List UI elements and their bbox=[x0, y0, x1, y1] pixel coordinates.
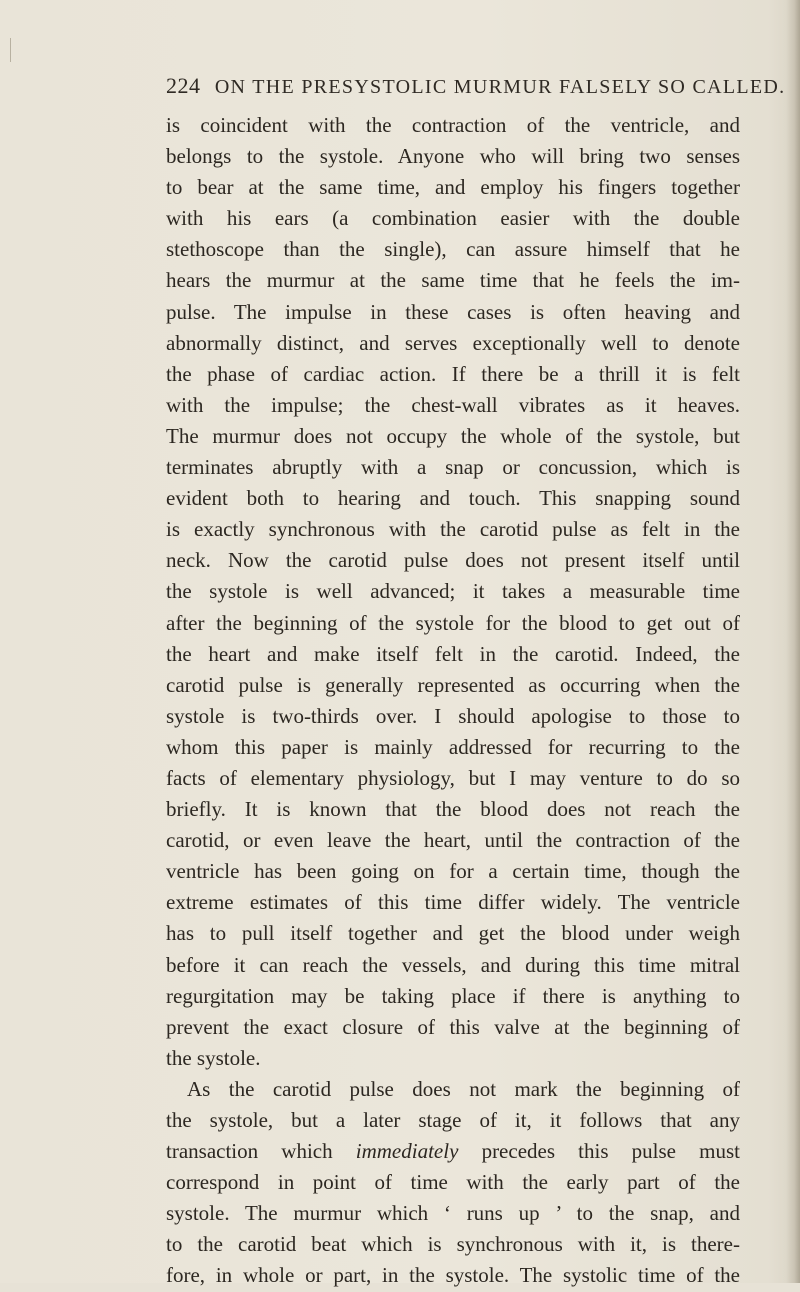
text-line: briefly. It is known that the blood does not reach the bbox=[166, 797, 740, 822]
text-line: the systole is well advanced; it takes a measurable time bbox=[166, 579, 740, 604]
line-segment: precedes this pulse must bbox=[481, 1139, 740, 1164]
text-line: after the beginning of the systole for the blood to get out of bbox=[166, 610, 740, 635]
text-line: before it can reach the vessels, and during this time mitral bbox=[166, 952, 740, 977]
text-line: evident both to hearing and touch. This snapping sound bbox=[166, 486, 740, 511]
text-line: with his ears (a combination easier with the double bbox=[166, 206, 740, 231]
text-line: systole is two-thirds over. I should apologise to those to bbox=[166, 703, 740, 728]
text-line: whom this paper is mainly addressed for recurring to the bbox=[166, 734, 740, 759]
text-line: pulse. The impulse in these cases is often heaving and bbox=[166, 299, 740, 324]
text-line: terminates abruptly with a snap or concussion, which is bbox=[166, 455, 740, 480]
emphasis-immediately: immediately bbox=[355, 1139, 459, 1164]
page-number: 224 bbox=[166, 73, 201, 98]
text-line: is exactly synchronous with the carotid pulse as felt in the bbox=[166, 517, 740, 542]
paragraph-2-line: correspond in point of time with the early part of the bbox=[166, 1170, 740, 1195]
paragraph-2-line: systole. The murmur which ‘ runs up ’ to the snap, and bbox=[166, 1201, 740, 1226]
text-line: stethoscope than the single), can assure himself that he bbox=[166, 237, 740, 262]
body-text bbox=[166, 110, 740, 1292]
text-line: is coincident with the contraction of the ventricle, and bbox=[166, 113, 740, 137]
paragraph-2-line: to the carotid beat which is synchronous with it, is there- bbox=[166, 1232, 740, 1257]
text-line: neck. Now the carotid pulse does not present itself until bbox=[166, 548, 740, 573]
text-line: The murmur does not occupy the whole of the systole, but bbox=[166, 423, 740, 448]
text-line: carotid, or even leave the heart, until the contraction of the bbox=[166, 828, 740, 853]
text-line: belongs to the systole. Anyone who will bring two senses bbox=[166, 144, 740, 169]
text-line: prevent the exact closure of this valve at the beginning of bbox=[166, 1014, 740, 1039]
text-line: facts of elementary physiology, but I may venture to do so bbox=[166, 765, 740, 790]
paragraph-2-line: the systole, but a later stage of it, it follows that any bbox=[166, 1108, 740, 1132]
running-title: ON THE PRESYSTOLIC MURMUR FALSELY SO CALLED. bbox=[214, 76, 786, 98]
running-header bbox=[166, 73, 786, 99]
page-edge-mark bbox=[10, 38, 11, 62]
text-line: with the impulse; the chest-wall vibrates as it heaves. bbox=[166, 392, 740, 417]
page-gutter-shadow bbox=[786, 0, 800, 1283]
text-line: the phase of cardiac action. If there be a thrill it is felt bbox=[166, 361, 740, 386]
text-line: abnormally distinct, and serves exceptionally well to denote bbox=[166, 330, 740, 355]
text-line: regurgitation may be taking place if there is anything to bbox=[166, 983, 740, 1008]
paragraph-2-line: As the carotid pulse does not mark the beginning of bbox=[187, 1076, 740, 1101]
paragraph-end-line: the systole. bbox=[166, 1045, 261, 1070]
paragraph-2-line: fore, in whole or part, in the systole. The systolic time of the bbox=[166, 1263, 740, 1288]
text-line: hears the murmur at the same time that he feels the im- bbox=[166, 268, 740, 293]
text-line: to bear at the same time, and employ his fingers together bbox=[166, 175, 740, 200]
line-segment: transaction which bbox=[166, 1139, 333, 1164]
text-line: the heart and make itself felt in the carotid. Indeed, the bbox=[166, 641, 740, 666]
text-line: has to pull itself together and get the blood under weigh bbox=[166, 921, 740, 946]
paragraph-2-line-with-italic bbox=[166, 1136, 740, 1167]
text-line: ventricle has been going on for a certain time, though the bbox=[166, 859, 740, 884]
text-line: extreme estimates of this time differ widely. The ventricle bbox=[166, 890, 740, 915]
text-line: carotid pulse is generally represented as occurring when the bbox=[166, 672, 740, 697]
